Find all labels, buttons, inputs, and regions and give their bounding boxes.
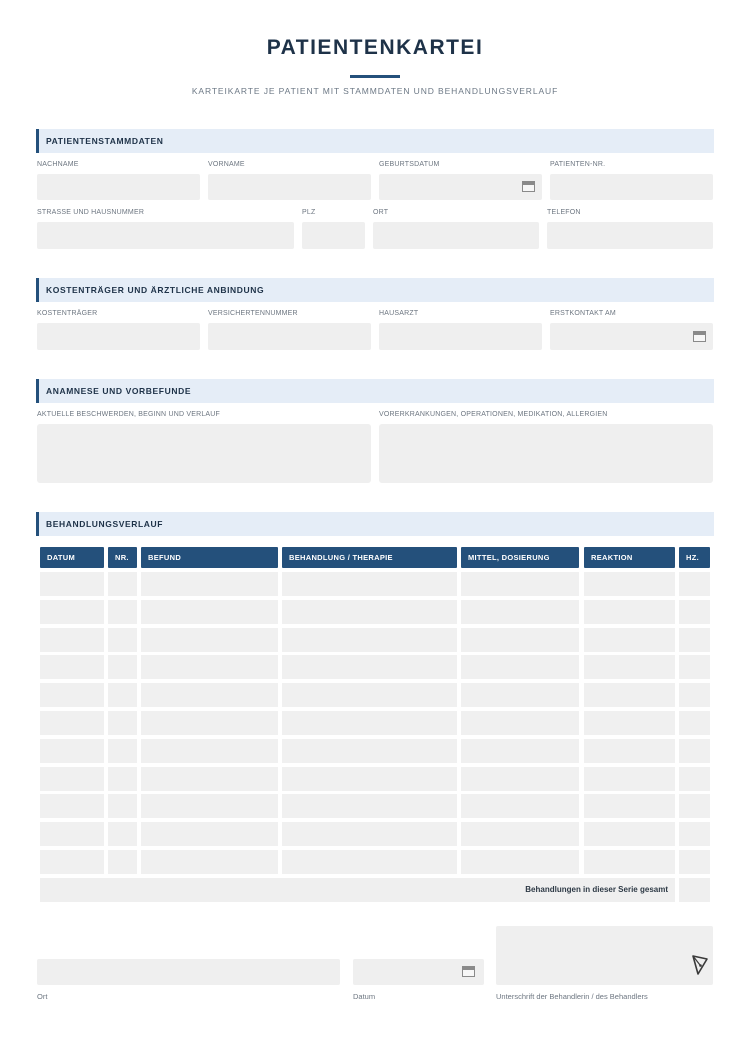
vorerkrankungen-textarea[interactable] <box>379 424 713 483</box>
table-cell-reaktion[interactable] <box>584 850 675 874</box>
column-header-hz: HZ. <box>679 547 710 568</box>
nachname-field[interactable] <box>37 174 200 200</box>
table-cell-behandlung[interactable] <box>282 822 457 846</box>
section-heading-behandlungsverlauf: BEHANDLUNGSVERLAUF <box>36 512 714 536</box>
column-header-datum: DATUM <box>40 547 104 568</box>
table-cell-hz[interactable] <box>679 767 710 791</box>
ort-signature-field[interactable] <box>37 959 340 985</box>
patienten-nr-field[interactable] <box>550 174 713 200</box>
calendar-icon[interactable] <box>522 181 535 192</box>
erstkontakt-field[interactable] <box>550 323 713 350</box>
table-cell-reaktion[interactable] <box>584 822 675 846</box>
table-cell-behandlung[interactable] <box>282 683 457 707</box>
table-cell-datum[interactable] <box>40 600 104 624</box>
table-cell-hz[interactable] <box>679 683 710 707</box>
hausarzt-field[interactable] <box>379 323 542 350</box>
telefon-field[interactable] <box>547 222 713 249</box>
table-cell-nr[interactable] <box>108 711 137 735</box>
table-cell-behandlung[interactable] <box>282 655 457 679</box>
table-cell-hz[interactable] <box>679 739 710 763</box>
table-cell-mittel[interactable] <box>461 600 579 624</box>
beschwerden-textarea[interactable] <box>37 424 371 483</box>
table-cell-befund[interactable] <box>141 628 278 652</box>
table-cell-nr[interactable] <box>108 683 137 707</box>
table-cell-nr[interactable] <box>108 850 137 874</box>
table-cell-nr[interactable] <box>108 739 137 763</box>
table-cell-reaktion[interactable] <box>584 767 675 791</box>
label-plz: PLZ <box>302 209 316 216</box>
table-cell-befund[interactable] <box>141 683 278 707</box>
page-title: PATIENTENKARTEI <box>266 36 484 59</box>
label-beschwerden: AKTUELLE BESCHWERDEN, BEGINN UND VERLAUF <box>37 411 221 418</box>
table-cell-befund[interactable] <box>141 767 278 791</box>
table-cell-befund[interactable] <box>141 850 278 874</box>
table-cell-reaktion[interactable] <box>584 572 675 596</box>
table-cell-nr[interactable] <box>108 767 137 791</box>
table-cell-reaktion[interactable] <box>584 683 675 707</box>
table-cell-datum[interactable] <box>40 628 104 652</box>
table-cell-nr[interactable] <box>108 628 137 652</box>
pen-nib-icon <box>691 954 709 976</box>
table-cell-datum[interactable] <box>40 794 104 818</box>
table-cell-mittel[interactable] <box>461 794 579 818</box>
label-kostentraeger: KOSTENTRÄGER <box>37 310 98 317</box>
table-cell-behandlung[interactable] <box>282 850 457 874</box>
table-cell-reaktion[interactable] <box>584 628 675 652</box>
label-erstkontakt: ERSTKONTAKT AM <box>550 310 616 317</box>
label-patienten-nr: PATIENTEN-NR. <box>550 161 606 168</box>
table-cell-datum[interactable] <box>40 739 104 763</box>
table-cell-nr[interactable] <box>108 822 137 846</box>
calendar-icon[interactable] <box>693 331 706 342</box>
table-cell-behandlung[interactable] <box>282 767 457 791</box>
table-cell-datum[interactable] <box>40 572 104 596</box>
table-cell-reaktion[interactable] <box>584 655 675 679</box>
label-ort: ORT <box>373 209 389 216</box>
table-cell-nr[interactable] <box>108 572 137 596</box>
table-cell-hz[interactable] <box>679 572 710 596</box>
table-cell-behandlung[interactable] <box>282 711 457 735</box>
versichertennummer-field[interactable] <box>208 323 371 350</box>
table-cell-reaktion[interactable] <box>584 739 675 763</box>
column-header-nr: NR. <box>108 547 137 568</box>
geburtsdatum-field[interactable] <box>379 174 542 200</box>
label-vorname: VORNAME <box>208 161 245 168</box>
ort-field[interactable] <box>373 222 539 249</box>
table-cell-mittel[interactable] <box>461 655 579 679</box>
table-cell-nr[interactable] <box>108 794 137 818</box>
column-header-reaktion: REAKTION <box>584 547 675 568</box>
section-heading-kostentraeger: KOSTENTRÄGER UND ÄRZTLICHE ANBINDUNG <box>36 278 714 302</box>
table-cell-datum[interactable] <box>40 683 104 707</box>
table-cell-behandlung[interactable] <box>282 794 457 818</box>
footer-label-datum: Datum <box>353 992 376 1001</box>
table-cell-reaktion[interactable] <box>584 600 675 624</box>
label-hausarzt: HAUSARZT <box>379 310 419 317</box>
signature-field[interactable] <box>496 926 713 985</box>
label-strasse: STRASSE UND HAUSNUMMER <box>37 209 145 216</box>
table-cell-reaktion[interactable] <box>584 794 675 818</box>
table-cell-hz[interactable] <box>679 628 710 652</box>
table-cell-befund[interactable] <box>141 711 278 735</box>
label-vorerkrankungen: VORERKRANKUNGEN, OPERATIONEN, MEDIKATION, ALLERGIEN <box>379 411 608 418</box>
table-cell-befund[interactable] <box>141 655 278 679</box>
table-cell-befund[interactable] <box>141 600 278 624</box>
section-heading-stammdaten: PATIENTENSTAMMDATEN <box>36 129 714 153</box>
table-cell-behandlung[interactable] <box>282 572 457 596</box>
table-cell-mittel[interactable] <box>461 767 579 791</box>
table-cell-hz[interactable] <box>679 822 710 846</box>
column-header-mittel: MITTEL, DOSIERUNG <box>461 547 579 568</box>
table-cell-behandlung[interactable] <box>282 600 457 624</box>
table-cell-datum[interactable] <box>40 655 104 679</box>
table-cell-nr[interactable] <box>108 600 137 624</box>
table-cell-hz[interactable] <box>679 794 710 818</box>
table-cell-mittel[interactable] <box>461 683 579 707</box>
table-cell-mittel[interactable] <box>461 711 579 735</box>
column-header-befund: BEFUND <box>141 547 278 568</box>
page-subtitle: KARTEIKARTE JE PATIENT MIT STAMMDATEN UND BEHANDLUNGSVERLAUF <box>191 86 559 96</box>
kostentraeger-field[interactable] <box>37 323 200 350</box>
table-cell-mittel[interactable] <box>461 822 579 846</box>
label-nachname: NACHNAME <box>37 161 79 168</box>
table-cell-mittel[interactable] <box>461 628 579 652</box>
calendar-icon[interactable] <box>462 966 475 977</box>
table-cell-hz[interactable] <box>679 711 710 735</box>
sum-label: Behandlungen in dieser Serie gesamt <box>40 878 675 902</box>
label-telefon: TELEFON <box>547 209 581 216</box>
label-versichertennummer: VERSICHERTENNUMMER <box>208 310 298 317</box>
table-cell-hz[interactable] <box>679 600 710 624</box>
table-cell-datum[interactable] <box>40 822 104 846</box>
table-cell-befund[interactable] <box>141 794 278 818</box>
strasse-field[interactable] <box>37 222 294 249</box>
table-cell-datum[interactable] <box>40 767 104 791</box>
title-underline <box>350 75 400 78</box>
label-geburtsdatum: GEBURTSDATUM <box>379 161 440 168</box>
table-cell-datum[interactable] <box>40 850 104 874</box>
table-cell-hz[interactable] <box>679 850 710 874</box>
footer-label-unterschrift: Unterschrift der Behandlerin / des Behandlers <box>496 992 648 1001</box>
table-cell-mittel[interactable] <box>461 572 579 596</box>
table-cell-befund[interactable] <box>141 739 278 763</box>
table-cell-mittel[interactable] <box>461 739 579 763</box>
table-cell-hz[interactable] <box>679 655 710 679</box>
table-cell-mittel[interactable] <box>461 850 579 874</box>
table-cell-befund[interactable] <box>141 572 278 596</box>
plz-field[interactable] <box>302 222 365 249</box>
section-heading-anamnese: ANAMNESE UND VORBEFUNDE <box>36 379 714 403</box>
vorname-field[interactable] <box>208 174 371 200</box>
table-cell-reaktion[interactable] <box>584 711 675 735</box>
sum-value-cell[interactable] <box>679 878 710 902</box>
footer-label-ort: Ort <box>37 992 48 1001</box>
table-cell-datum[interactable] <box>40 711 104 735</box>
table-cell-befund[interactable] <box>141 822 278 846</box>
table-cell-nr[interactable] <box>108 655 137 679</box>
column-header-behandlung: BEHANDLUNG / THERAPIE <box>282 547 457 568</box>
table-cell-behandlung[interactable] <box>282 739 457 763</box>
table-cell-behandlung[interactable] <box>282 628 457 652</box>
